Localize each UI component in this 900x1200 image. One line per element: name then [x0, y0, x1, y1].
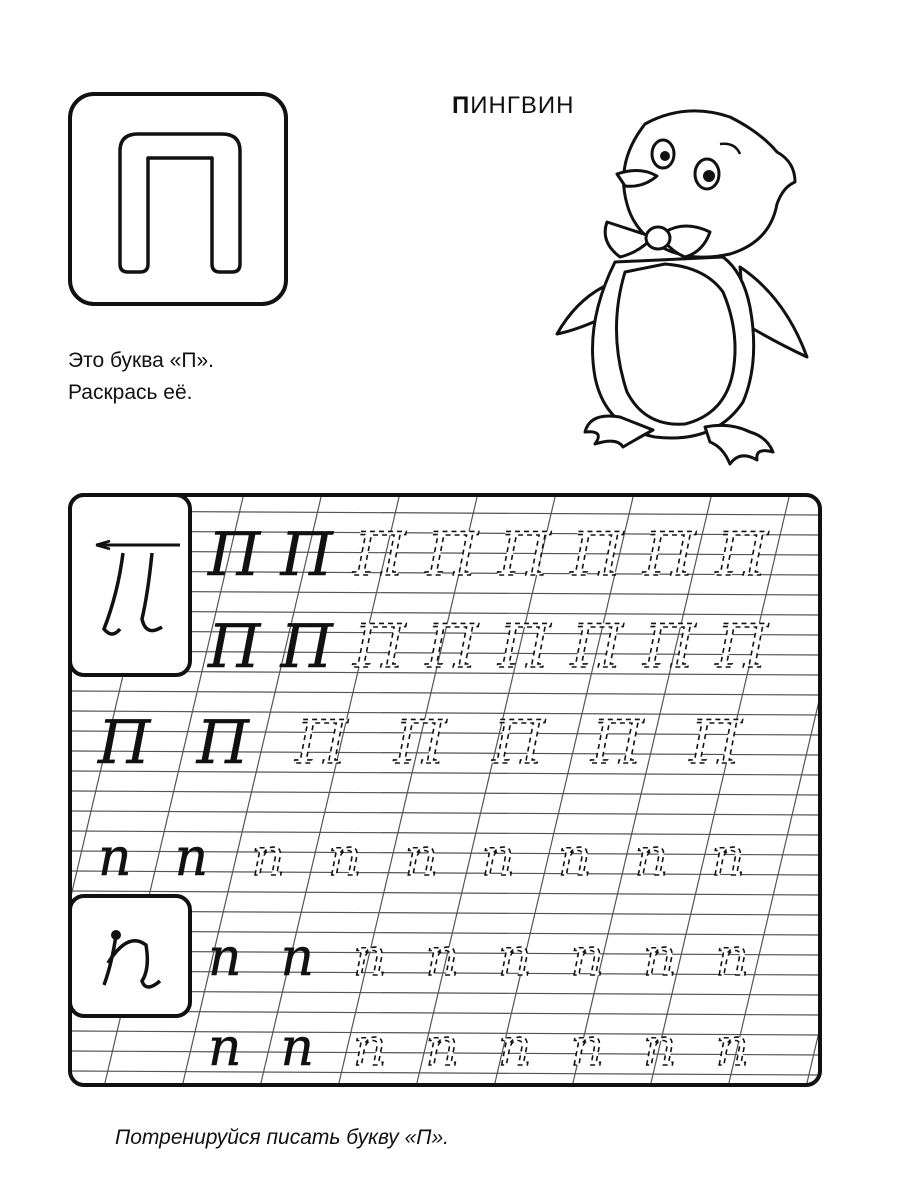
dotted-tracing-letter: п [643, 1018, 677, 1078]
dotted-tracing-letter: п [643, 928, 677, 988]
dotted-tracing-letter: П [590, 708, 644, 778]
word-first-letter: П [452, 92, 471, 119]
dotted-tracing-letter: П [643, 612, 696, 682]
caption-line-2: Раскрась её. [68, 381, 193, 404]
dotted-tracing-letter: П [393, 708, 447, 778]
sample-tracing-letter: П [98, 708, 151, 778]
dotted-tracing-letter: п [425, 1018, 459, 1078]
sample-tracing-letter: п [98, 828, 132, 888]
dotted-tracing-letter: п [251, 828, 285, 888]
dotted-tracing-letter: П [570, 612, 623, 682]
dotted-tracing-letter: П [715, 612, 768, 682]
caption [68, 345, 214, 409]
sample-tracing-letter: П [208, 520, 261, 590]
dotted-tracing-letter: п [481, 828, 515, 888]
sample-card-lowercase [70, 896, 190, 1016]
dotted-tracing-letter: п [498, 1018, 532, 1078]
dotted-tracing-letter: п [570, 1018, 604, 1078]
dotted-tracing-letter: п [711, 828, 745, 888]
dotted-tracing-letter: п [425, 928, 459, 988]
ruled-guide-line [68, 791, 822, 795]
dotted-tracing-letter: п [328, 828, 362, 888]
dotted-tracing-letter: п [498, 928, 532, 988]
word-rest: ИНГВИН [470, 92, 575, 119]
dotted-tracing-letter: П [498, 520, 551, 590]
dotted-tracing-letter: п [353, 928, 387, 988]
sample-tracing-letter: п [208, 928, 242, 988]
sample-tracing-letter: п [174, 828, 209, 888]
dotted-tracing-letter: п [715, 1018, 749, 1078]
dotted-tracing-letter: П [353, 520, 406, 590]
dotted-tracing-letter: п [570, 928, 604, 988]
sample-tracing-letter: П [196, 708, 249, 778]
sample-tracing-letter: п [280, 1018, 314, 1078]
dotted-tracing-letter: П [353, 612, 406, 682]
dotted-tracing-letter: п [558, 828, 592, 888]
dotted-tracing-letter: п [634, 828, 669, 888]
dotted-tracing-letter: П [295, 708, 348, 778]
sample-tracing-letter: п [280, 928, 314, 988]
dotted-tracing-letter: П [689, 708, 742, 778]
sample-tracing-letter: П [280, 612, 333, 682]
sample-tracing-letter: П [208, 612, 261, 682]
dotted-tracing-letter: П [498, 612, 551, 682]
footer-instruction: Потренируйся писать букву «П». [115, 1126, 450, 1149]
ruled-guide-line [68, 691, 822, 695]
writing-practice-grid [68, 493, 822, 1087]
ruled-guide-line [68, 811, 822, 815]
dotted-tracing-letter: П [492, 708, 545, 778]
sample-tracing-letter: П [280, 520, 333, 590]
dotted-tracing-letter: П [425, 612, 478, 682]
dotted-tracing-letter: п [353, 1018, 387, 1078]
outline-letter-p-icon [72, 96, 284, 302]
sample-tracing-letter: п [208, 1018, 242, 1078]
caption-line-1: Это буква «П». [68, 349, 214, 372]
dotted-tracing-letter: П [570, 520, 623, 590]
dotted-tracing-letter: П [715, 520, 768, 590]
penguin-icon [545, 92, 810, 477]
dotted-tracing-letter: П [643, 520, 696, 590]
sample-card-capital [70, 495, 190, 675]
dotted-tracing-letter: П [425, 520, 478, 590]
dotted-tracing-letter: п [404, 828, 439, 888]
outline-letter-card [68, 92, 288, 306]
ruled-guide-line [68, 891, 822, 895]
dotted-tracing-letter: п [715, 928, 749, 988]
